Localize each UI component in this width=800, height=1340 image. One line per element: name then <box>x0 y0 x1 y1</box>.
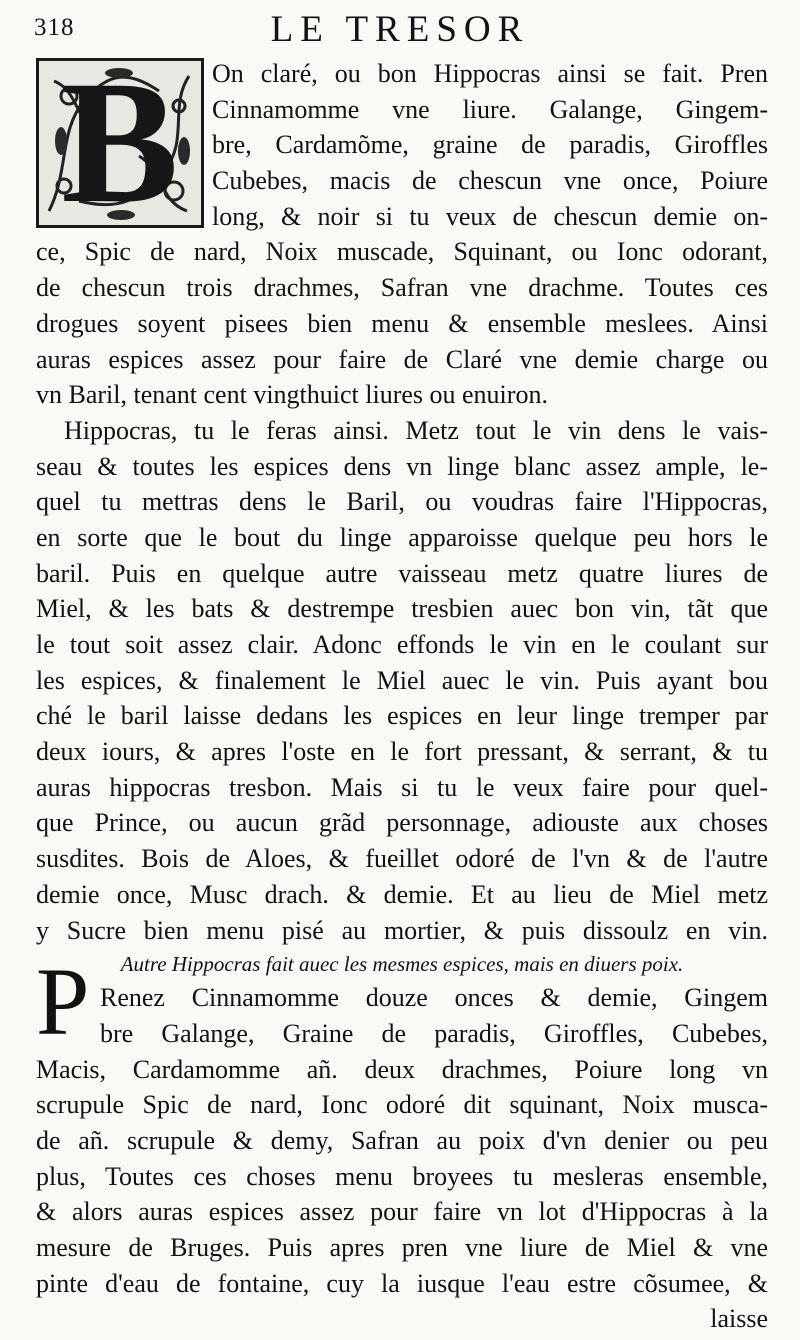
text-line: les espices, & finalement le Miel auec le vin. Puis ayant bou <box>36 665 768 695</box>
text-line: bre, Cardamõme, graine de paradis, Giroffles <box>212 130 768 160</box>
text-line: seau & toutes les espices dens vn linge blanc assez ample, le- <box>36 451 768 481</box>
text-line: Hippocras, tu le feras ainsi. Metz tout le vin dens le vais- <box>64 415 768 445</box>
text-line: demie once, Musc drach. & demie. Et au lieu de Miel metz <box>36 879 768 909</box>
initial-letter: P <box>36 948 90 1055</box>
text-line: Cubebes, macis de chescun vne once, Poiure <box>212 166 768 196</box>
text-line: que Prince, ou aucun grãd personnage, adiouste aux choses <box>36 808 768 838</box>
text-line: scrupule Spic de nard, Ionc odoré dit squinant, Noix musca- <box>36 1090 768 1120</box>
text-line: drogues soyent pisees bien menu & ensemble meslees. Ainsi <box>36 308 768 338</box>
text-line: & alors auras espices assez pour faire vn lot d'Hippocras à la <box>36 1197 768 1227</box>
text-line: quel tu mettras dens le Baril, ou voudras faire l'Hippocras, <box>36 487 768 517</box>
page-number: 318 <box>34 14 75 41</box>
text-line: de añ. scrupule & demy, Safran au poix d'vn denier ou peu <box>36 1125 768 1155</box>
running-head: LE TRESOR <box>270 9 530 50</box>
text-line: auras hippocras tresbon. Mais si tu le veux faire pour quel- <box>36 772 768 802</box>
text-line: y Sucre bien menu pisé au mortier, & puis dissoulz en vin. <box>36 915 768 945</box>
text-line: pinte d'eau de fontaine, cuy la iusque l'eau estre cõsumee, & <box>36 1268 768 1298</box>
drop-cap-letter: B <box>61 58 179 228</box>
section-heading: Autre Hippocras fait auec les mesmes espices, mais en diuers poix. <box>120 952 684 977</box>
catchword: laisse <box>710 1304 768 1334</box>
text-line: On claré, ou bon Hippocras ainsi se fait. Pren <box>212 59 768 88</box>
text-line: Miel, & les bats & destrempe tresbien auec bon vin, tãt que <box>36 594 768 624</box>
text-line: baril. Puis en quelque autre vaisseau metz quatre liures de <box>36 558 768 588</box>
text-line: de chescun trois drachmes, Safran vne drachme. Toutes ces <box>36 273 768 303</box>
text-line: ce, Spic de nard, Noix muscade, Squinant, ou Ionc odorant, <box>36 237 768 267</box>
text-line: susdites. Bois de Aloes, & fueillet odoré de l'vn & de l'autre <box>36 844 768 874</box>
text-line: mesure de Bruges. Puis apres pren vne liure de Miel & vne <box>36 1233 768 1262</box>
text-line: vn Baril, tenant cent vingthuict liures ou enuiron. <box>36 380 548 410</box>
text-line: bre Galange, Graine de paradis, Giroffles, Cubebes, <box>100 1018 768 1048</box>
text-line: en sorte que le bout du linge apparoisse quelque peu hors le <box>36 522 768 552</box>
text-line: plus, Toutes ces choses menu broyees tu mesleras ensemble, <box>36 1161 768 1191</box>
page-text <box>36 56 768 1337</box>
text-line: auras espices assez pour faire de Claré vne demie charge ou <box>36 344 768 374</box>
text-line: deux iours, & apres l'oste en le fort pressant, & serrant, & tu <box>36 737 768 767</box>
text-line: le tout soit assez clair. Adonc effonds le vin en le coulant sur <box>36 630 768 659</box>
text-line: ché le baril laisse dedans les espices en leur linge tremper par <box>36 701 768 731</box>
text-line: Cinnamomme vne liure. Galange, Gingem- <box>212 94 768 124</box>
text-line: Renez Cinnamomme douze onces & demie, Gingem <box>100 983 768 1013</box>
text-line: Macis, Cardamomme añ. deux drachmes, Poiure long vn <box>36 1054 768 1084</box>
text-line: long, & noir si tu veux de chescun demie on- <box>212 201 768 231</box>
